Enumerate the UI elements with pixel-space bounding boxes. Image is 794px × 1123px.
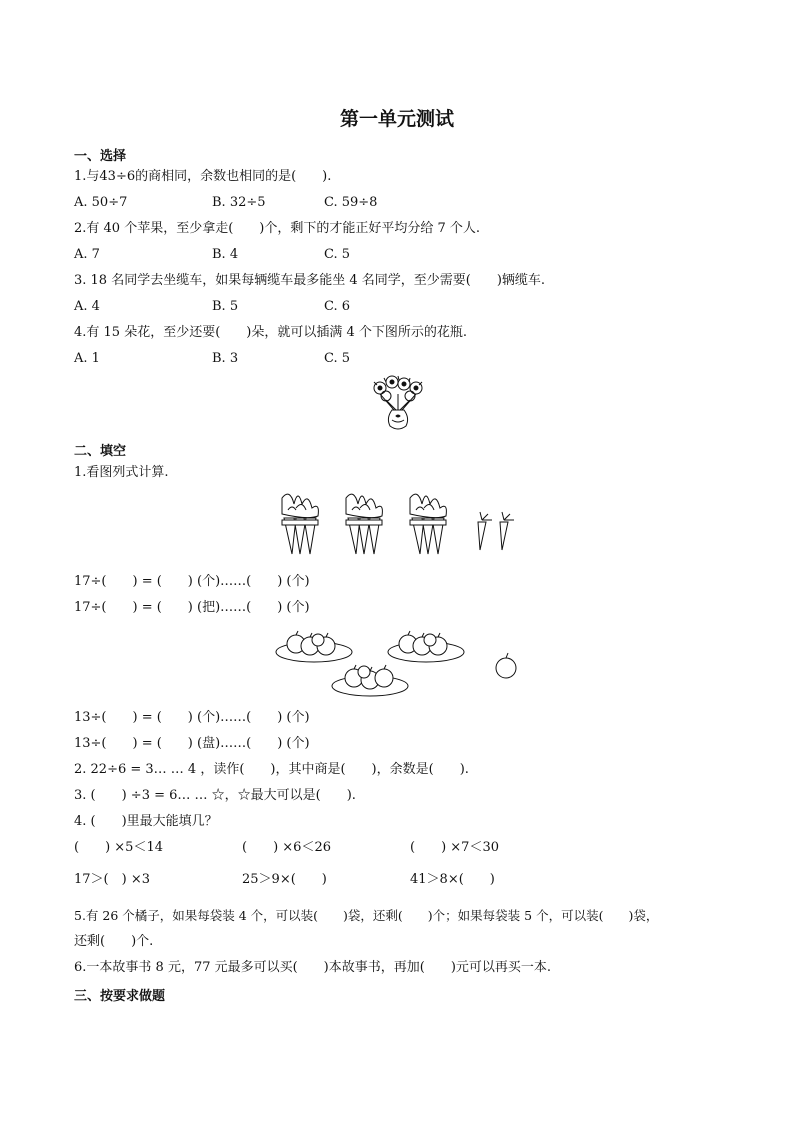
choice-q2-option-b: B. 4 [212,247,239,262]
choice-q2-option-c: C. 5 [324,247,351,262]
inequality-a: ( ) ×5＜14 [74,840,163,855]
choice-q4-option-b: B. 3 [212,351,239,366]
choice-q3: 3. 18 名同学去坐缆车，如果每辆缆车最多能坐 4 名同学，至少需要( )辆缆车. [74,273,546,288]
carrot-icon [478,512,492,550]
flower-vase-illustration [364,374,436,434]
choice-q4-option-a: A. 1 [74,351,100,366]
page-title: 第一单元测试 [339,108,454,130]
apple-plate-icon [388,631,464,662]
choice-q1-option-a: A. 50÷7 [74,195,128,210]
section-heading-tasks: 三、按要求做题 [74,989,166,1004]
apple-plate-icon [276,631,352,662]
apple-plates-illustration [274,626,522,698]
choice-q3-option-a: A. 4 [74,299,100,314]
section-heading-fill: 二、填空 [74,444,127,459]
carrot-equation-2: 17÷( ) = ( ) (把)……( ) (个) [74,600,310,615]
fill-q6: 6.一本故事书 8 元，77 元最多可以买( )本故事书，再加( )元可以再买一本. [74,960,552,975]
inequality-b: ( ) ×6＜26 [242,840,331,855]
fill-q5-line1: 5.有 26 个橘子，如果每袋装 4 个，可以装( )袋，还剩( )个；如果每袋装 5 个，可以装( )袋， [74,908,659,923]
carrot-bundle-icon [282,494,318,554]
fill-q2: 2. 22÷6 = 3… … 4 ，读作( )，其中商是( )，余数是( ). [74,762,469,777]
vase-icon [388,410,407,429]
section-heading-choice: 一、选择 [74,149,127,164]
carrot-icon [500,512,514,550]
apple-icon [496,653,516,678]
choice-q2-option-a: A. 7 [74,247,100,262]
carrot-bundle-icon [410,494,446,554]
inequality-d: 17＞( ) ×3 [74,872,150,887]
fill-q3: 3. ( ) ÷3 = 6… … ☆，☆最大可以是( ). [74,788,356,803]
apple-equation-1: 13÷( ) = ( ) (个)……( ) (个) [74,710,310,725]
inequality-c: ( ) ×7＜30 [410,840,499,855]
choice-q4-option-c: C. 5 [324,351,351,366]
choice-q1-option-b: B. 32÷5 [212,195,266,210]
carrot-equation-1: 17÷( ) = ( ) (个)……( ) (个) [74,574,310,589]
choice-q4: 4.有 15 朵花，至少还要( )朵，就可以插满 4 个下图所示的花瓶. [74,325,468,340]
carrot-bundles-illustration [274,490,524,558]
inequality-e: 25＞9×( ) [242,872,327,887]
choice-q2: 2.有 40 个苹果，至少拿走( )个，剩下的才能正好平均分给 7 个人. [74,221,481,236]
choice-q3-option-b: B. 5 [212,299,239,314]
choice-q1: 1.与43÷6的商相同，余数也相同的是( ). [74,169,332,184]
fill-q5-line2: 还剩( )个. [74,934,154,949]
inequality-f: 41＞8×( ) [410,872,495,887]
choice-q1-option-c: C. 59÷8 [324,195,378,210]
fill-q1-title: 1.看图列式计算. [74,465,169,480]
carrot-bundle-icon [346,494,382,554]
apple-equation-2: 13÷( ) = ( ) (盘)……( ) (个) [74,736,310,751]
apple-plate-icon [332,665,408,696]
choice-q3-option-c: C. 6 [324,299,351,314]
fill-q4-title: 4. ( )里最大能填几？ [74,814,218,829]
